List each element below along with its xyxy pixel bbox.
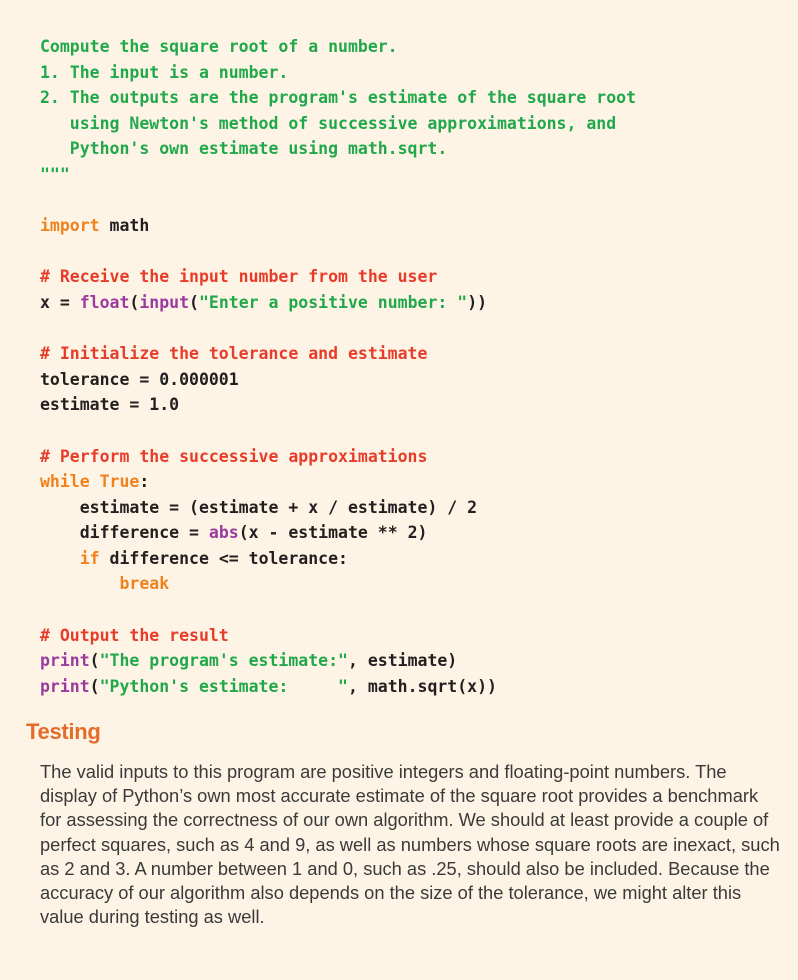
- loop-difference-line: [40, 520, 636, 546]
- paren: (: [89, 651, 100, 671]
- docstring-close: """: [40, 164, 70, 184]
- import-line: [40, 213, 636, 239]
- paren-close: )): [467, 292, 488, 312]
- print-args: , math.sqrt(x)): [347, 676, 497, 696]
- input-builtin: input: [139, 292, 190, 312]
- tolerance-line: tolerance = 0.000001: [40, 369, 239, 389]
- difference-expr: (x - estimate ** 2): [238, 523, 428, 543]
- comment-perform: # Perform the successive approximations: [40, 446, 428, 466]
- comment-receive: # Receive the input number from the user: [40, 267, 438, 287]
- prompt-string: "Enter a positive number: ": [198, 292, 468, 312]
- comment-output: # Output the result: [40, 625, 229, 645]
- difference-assign: difference =: [40, 523, 209, 543]
- while-line: [40, 469, 636, 495]
- paren: (: [189, 292, 199, 312]
- print-builtin: print: [40, 651, 90, 671]
- testing-paragraph: The valid inputs to this program are positive integers and floating-point numbers. The display of Python’s own most accurate estimate of the square root provides a benchmark for assessing the correctness of our own algorithm. We should at least provide a couple of perfect squares, such as 4 and 9, as well as numbers whose square roots are inexact, such as 2 and 3. A number between 1 and 0, such as .25, should also be included. Because the accuracy of our algorithm also depends on the size of the tolerance, we might alter this value during testing as well.: [40, 761, 780, 928]
- comment-init: # Initialize the tolerance and estimate: [40, 344, 428, 364]
- input-line: [40, 290, 636, 316]
- indent: [40, 574, 119, 593]
- import-keyword: import: [40, 216, 100, 236]
- float-builtin: float: [79, 292, 130, 312]
- break-keyword: break: [119, 574, 170, 594]
- testing-heading: Testing: [26, 719, 101, 744]
- loop-if-line: [40, 546, 636, 572]
- if-keyword: if: [79, 548, 100, 568]
- colon: :: [139, 472, 150, 492]
- docstring-line: Compute the square root of a number.: [40, 37, 398, 56]
- import-module: math: [99, 216, 150, 236]
- paren: (: [89, 676, 100, 696]
- indent: [40, 549, 80, 568]
- docstring-line: 2. The outputs are the program's estimate of the square root: [40, 88, 637, 108]
- abs-builtin: abs: [208, 523, 239, 543]
- print-string: "The program's estimate:": [99, 651, 348, 671]
- docstring-line: Python's own estimate using math.sqrt.: [40, 139, 448, 159]
- loop-estimate-line: estimate = (estimate + x / estimate) / 2: [40, 497, 478, 517]
- paren: (: [129, 292, 140, 312]
- estimate-line: estimate = 1.0: [40, 395, 180, 415]
- docstring-line: using Newton's method of successive approximations, and: [40, 113, 617, 133]
- print-builtin: print: [40, 676, 90, 696]
- loop-break-line: [40, 571, 636, 597]
- print-line-2: [40, 674, 636, 700]
- if-condition: difference <= tolerance:: [99, 548, 348, 568]
- input-var: x =: [40, 292, 80, 312]
- code-listing: [40, 34, 636, 699]
- print-line-1: [40, 648, 636, 674]
- print-args: , estimate): [347, 651, 458, 671]
- docstring-line: 1. The input is a number.: [40, 62, 289, 82]
- while-keyword: while: [40, 472, 90, 492]
- print-string: "Python's estimate: ": [99, 676, 348, 696]
- true-keyword: True: [89, 472, 140, 492]
